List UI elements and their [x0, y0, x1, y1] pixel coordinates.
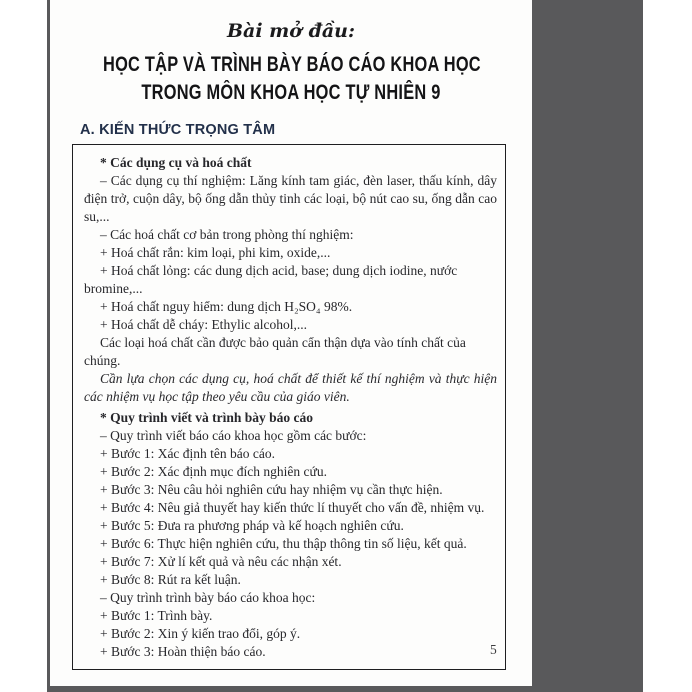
page-title — [50, 51, 532, 107]
content-line: + Bước 7: Xử lí kết quả và nêu các nhận xét. — [100, 554, 342, 569]
content-line: + Hoá chất nguy hiểm: dung dịch H₂SO₄ 98%. — [100, 299, 353, 314]
content-line: – Các dụng cụ thí nghiệm: Lăng kính tam giác, đèn laser, thấu kính, dây điện trở, cuộn dây, bộ ống dẫn thủy tinh các loại, bộ nút cao su, ống dẫn cao su,... — [84, 173, 497, 224]
page-title-line-1: HỌC TẬP VÀ TRÌNH BÀY BÁO CÁO KHOA HỌC — [103, 53, 481, 76]
content-line: + Bước 6: Thực hiện nghiên cứu, thu thập thông tin số liệu, kết quả. — [100, 536, 467, 551]
content-line: + Bước 4: Nêu giả thuyết hay kiến thức lí thuyết cho vấn đề, nhiệm vụ. — [100, 500, 485, 515]
key-knowledge-box — [72, 144, 506, 670]
content-line: + Bước 2: Xác định mục đích nghiên cứu. — [100, 464, 327, 479]
content-line: + Bước 8: Rút ra kết luận. — [100, 572, 241, 587]
page-title-line-2: TRONG MÔN KHOA HỌC TỰ NHIÊN 9 — [141, 81, 441, 104]
content-line: – Các hoá chất cơ bản trong phòng thí nghiệm: — [100, 227, 354, 242]
content-line: Cần lựa chọn các dụng cụ, hoá chất để thiết kế thí nghiệm và thực hiện các nhiệm vụ học tập theo yêu cầu của giáo viên. — [84, 371, 497, 404]
content-line: + Bước 3: Nêu câu hỏi nghiên cứu hay nhiệm vụ cần thực hiện. — [100, 482, 443, 497]
content-line: + Bước 3: Hoàn thiện báo cáo. — [100, 644, 266, 659]
content-line: – Quy trình viết báo cáo khoa học gồm các bước: — [100, 428, 367, 443]
page-number: 5 — [490, 642, 497, 657]
lesson-label: Bài mở đầu: — [226, 20, 356, 42]
content-line: + Hoá chất dễ cháy: Ethylic alcohol,... — [100, 317, 308, 332]
content-line: * Quy trình viết và trình bày báo cáo — [100, 410, 314, 425]
content-line: + Hoá chất lỏng: các dung dịch acid, base; dung dịch iodine, nước bromine,... — [84, 263, 458, 296]
content-line: * Các dụng cụ và hoá chất — [100, 155, 252, 170]
content-line: + Bước 2: Xin ý kiến trao đổi, góp ý. — [100, 626, 301, 641]
content-line: + Bước 1: Xác định tên báo cáo. — [100, 446, 276, 461]
content-line: + Bước 1: Trình bày. — [100, 608, 213, 623]
content-line: + Bước 5: Đưa ra phương pháp và kế hoạch nghiên cứu. — [100, 518, 404, 533]
content-line: Các loại hoá chất cần được bảo quản cẩn thận dựa vào tính chất của chúng. — [84, 335, 466, 368]
content-line: – Quy trình trình bày báo cáo khoa học: — [100, 590, 316, 605]
content-line: + Hoá chất rắn: kim loại, phi kim, oxide,... — [100, 245, 331, 260]
book-page — [50, 0, 532, 686]
section-heading: A. KIẾN THỨC TRỌNG TÂM — [80, 122, 276, 138]
